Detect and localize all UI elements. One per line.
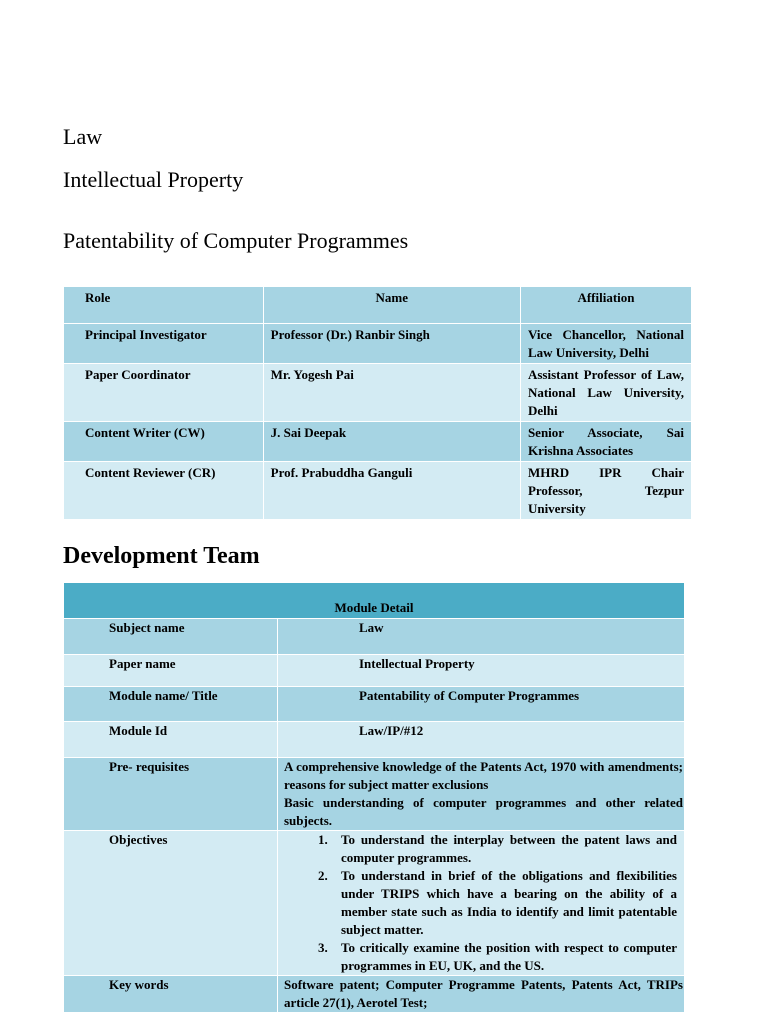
subject-name-value: Law <box>278 619 685 655</box>
prerequisites-line-1: A comprehensive knowledge of the Patents Act, 1970 with amendments; reasons for subject matter exclusions <box>284 759 683 792</box>
objectives-value <box>278 831 685 976</box>
paper-heading: Intellectual Property <box>63 167 244 192</box>
name-cell: Mr. Yogesh Pai <box>263 364 520 422</box>
table-row <box>64 655 685 687</box>
name-cell: Prof. Prabuddha Ganguli <box>263 462 520 520</box>
subject-name-label: Subject name <box>64 619 278 655</box>
table-row <box>64 364 692 422</box>
module-id-label: Module Id <box>64 722 278 758</box>
module-detail-title: Module Detail <box>64 583 685 619</box>
module-title-value: Patentability of Computer Programmes <box>278 687 685 722</box>
table-row <box>64 422 692 462</box>
table-row <box>64 976 685 1013</box>
objectives-list <box>278 831 683 975</box>
module-id-value: Law/IP/#12 <box>278 722 685 758</box>
module-detail-table <box>63 582 685 1013</box>
keywords-value: Software patent; Computer Programme Patents, Patents Act, TRIPs article 27(1), Aerotel Test; <box>278 976 685 1013</box>
name-cell: J. Sai Deepak <box>263 422 520 462</box>
module-title-label: Module name/ Title <box>64 687 278 722</box>
affiliation-cell: MHRD IPR Chair Professor, Tezpur University <box>520 462 691 520</box>
role-cell: Content Reviewer (CR) <box>64 462 264 520</box>
development-team-heading: Development Team <box>63 543 260 569</box>
affiliation-cell: Vice Chancellor, National Law University, Delhi <box>520 324 691 364</box>
list-item: 1. To understand the interplay between the patent laws and computer programmes. <box>331 831 677 867</box>
list-item: 3. To critically examine the position with respect to computer programmes in EU, UK, and the US. <box>331 939 677 975</box>
prerequisites-label: Pre- requisites <box>64 758 278 831</box>
roles-table-header-row <box>64 287 692 324</box>
roles-table <box>63 286 692 520</box>
table-row <box>64 831 685 976</box>
table-row <box>64 324 692 364</box>
list-item: 2. To understand in brief of the obligations and flexibilities under TRIPS which have a bearing on the ability of a member state such as India to identify and limit patentable subject matter. <box>331 867 677 939</box>
paper-name-label: Paper name <box>64 655 278 687</box>
prerequisites-value <box>278 758 685 831</box>
prerequisites-line-2: Basic understanding of computer programmes and other related subjects. <box>284 795 683 828</box>
affiliation-column-header: Affiliation <box>520 287 691 324</box>
paper-name-value: Intellectual Property <box>278 655 685 687</box>
table-row <box>64 619 685 655</box>
table-row <box>64 687 685 722</box>
table-row <box>64 462 692 520</box>
name-cell: Professor (Dr.) Ranbir Singh <box>263 324 520 364</box>
role-cell: Paper Coordinator <box>64 364 264 422</box>
role-cell: Principal Investigator <box>64 324 264 364</box>
affiliation-cell: Senior Associate, Sai Krishna Associates <box>520 422 691 462</box>
table-row <box>64 722 685 758</box>
objectives-label: Objectives <box>64 831 278 976</box>
keywords-label: Key words <box>64 976 278 1013</box>
role-column-header: Role <box>64 287 264 324</box>
table-row <box>64 758 685 831</box>
name-column-header: Name <box>263 287 520 324</box>
affiliation-cell: Assistant Professor of Law, National Law University, Delhi <box>520 364 691 422</box>
subject-heading: Law <box>63 124 103 149</box>
module-heading: Patentability of Computer Programmes <box>63 228 409 253</box>
module-table-title-row <box>64 583 685 619</box>
role-cell: Content Writer (CW) <box>64 422 264 462</box>
